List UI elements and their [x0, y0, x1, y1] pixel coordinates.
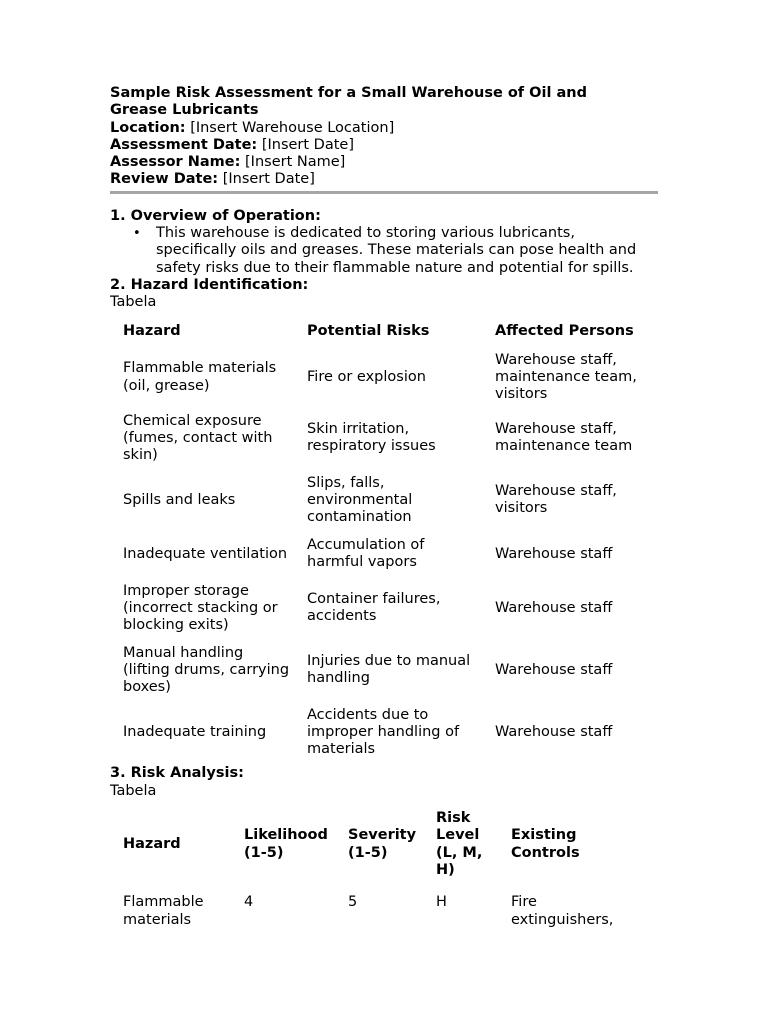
- table-cell: Warehouse staff, maintenance team: [495, 421, 633, 455]
- document-page: [110, 85, 658, 929]
- field-value: [Insert Date]: [261, 136, 354, 153]
- table-cell: Fire or explosion: [307, 368, 426, 385]
- table-cell: Inadequate training: [123, 723, 267, 740]
- section-heading: 3. Risk Analysis:: [110, 765, 244, 782]
- field-value: [Insert Warehouse Location]: [190, 119, 395, 136]
- table-cell: Inadequate ventilation: [123, 545, 288, 562]
- document-header: [110, 85, 658, 189]
- table-row: [116, 889, 634, 929]
- table-row: [116, 469, 658, 531]
- field-label: Review Date:: [110, 171, 219, 188]
- assessor-name-field: [110, 154, 658, 171]
- column-header: Potential Risks: [307, 322, 430, 339]
- column-header: Existing Controls: [511, 827, 580, 861]
- table-cell: Fire extinguishers,: [511, 894, 614, 928]
- table-cell: Flammable materials: [123, 894, 204, 928]
- field-value: [Insert Date]: [222, 171, 315, 188]
- risk-table: [116, 800, 634, 929]
- section-heading: 1. Overview of Operation:: [110, 207, 321, 224]
- hazard-table: [116, 312, 658, 764]
- table-caption: Tabela: [110, 294, 157, 311]
- table-cell: Container failures, accidents: [307, 591, 441, 625]
- document-title: Sample Risk Assessment for a Small Warehouse of Oil and Grease Lubricants: [110, 85, 587, 119]
- table-cell: Warehouse staff: [495, 661, 613, 678]
- column-header: Affected Persons: [495, 322, 634, 339]
- table-cell: Skin irritation, respiratory issues: [307, 421, 436, 455]
- table-cell: Warehouse staff, visitors: [495, 483, 617, 517]
- field-label: Assessment Date:: [110, 136, 258, 153]
- section-risk-analysis: [110, 765, 658, 928]
- table-cell: 4: [244, 894, 254, 911]
- table-cell: Warehouse staff: [495, 723, 613, 740]
- bullet-item: • This warehouse is dedicated to storing various lubricants, specifically oils and greases. These materials can pose health and safety risks due to their flammable nature and potential for spills.: [156, 225, 656, 277]
- column-header: Hazard: [123, 322, 181, 339]
- table-row: [116, 701, 658, 763]
- table-cell: Accumulation of harmful vapors: [307, 537, 425, 571]
- table-row: [116, 577, 658, 639]
- table-row: [116, 639, 658, 701]
- table-caption: Tabela: [110, 782, 157, 799]
- column-header: Severity (1-5): [348, 827, 417, 861]
- table-cell: Improper storage (incorrect stacking or blocking exits): [123, 582, 278, 634]
- table-cell: Manual handling (lifting drums, carrying boxes): [123, 644, 290, 696]
- section-overview: [110, 208, 658, 277]
- column-header: Risk Level (L, M, H): [436, 810, 483, 878]
- table-row: [116, 348, 658, 408]
- section-hazard-identification: [110, 277, 658, 763]
- table-header-row: [116, 312, 658, 348]
- section-heading: 2. Hazard Identification:: [110, 276, 309, 293]
- bullet-list: [110, 225, 658, 277]
- location-field: [110, 120, 658, 137]
- table-cell: Warehouse staff: [495, 599, 613, 616]
- field-label: Assessor Name:: [110, 154, 241, 171]
- horizontal-rule: [110, 191, 658, 194]
- table-cell: Spills and leaks: [123, 491, 236, 508]
- table-cell: Warehouse staff: [495, 545, 613, 562]
- table-cell: H: [436, 894, 447, 911]
- assessment-date-field: [110, 137, 658, 154]
- table-cell: 5: [348, 894, 358, 911]
- table-cell: Chemical exposure (fumes, contact with skin): [123, 412, 273, 464]
- table-cell: Accidents due to improper handling of materials: [307, 706, 460, 758]
- column-header: Likelihood (1-5): [244, 827, 328, 861]
- table-header-row: [116, 800, 634, 889]
- table-cell: Warehouse staff, maintenance team, visitors: [495, 351, 637, 403]
- table-cell: Flammable materials (oil, grease): [123, 360, 277, 394]
- table-cell: Slips, falls, environmental contamination: [307, 474, 413, 526]
- field-label: Location:: [110, 119, 186, 136]
- table-row: [116, 531, 658, 577]
- review-date-field: [110, 171, 658, 188]
- field-value: [Insert Name]: [245, 154, 346, 171]
- column-header: Hazard: [123, 835, 181, 852]
- table-cell: Injuries due to manual handling: [307, 653, 471, 687]
- table-row: [116, 407, 658, 469]
